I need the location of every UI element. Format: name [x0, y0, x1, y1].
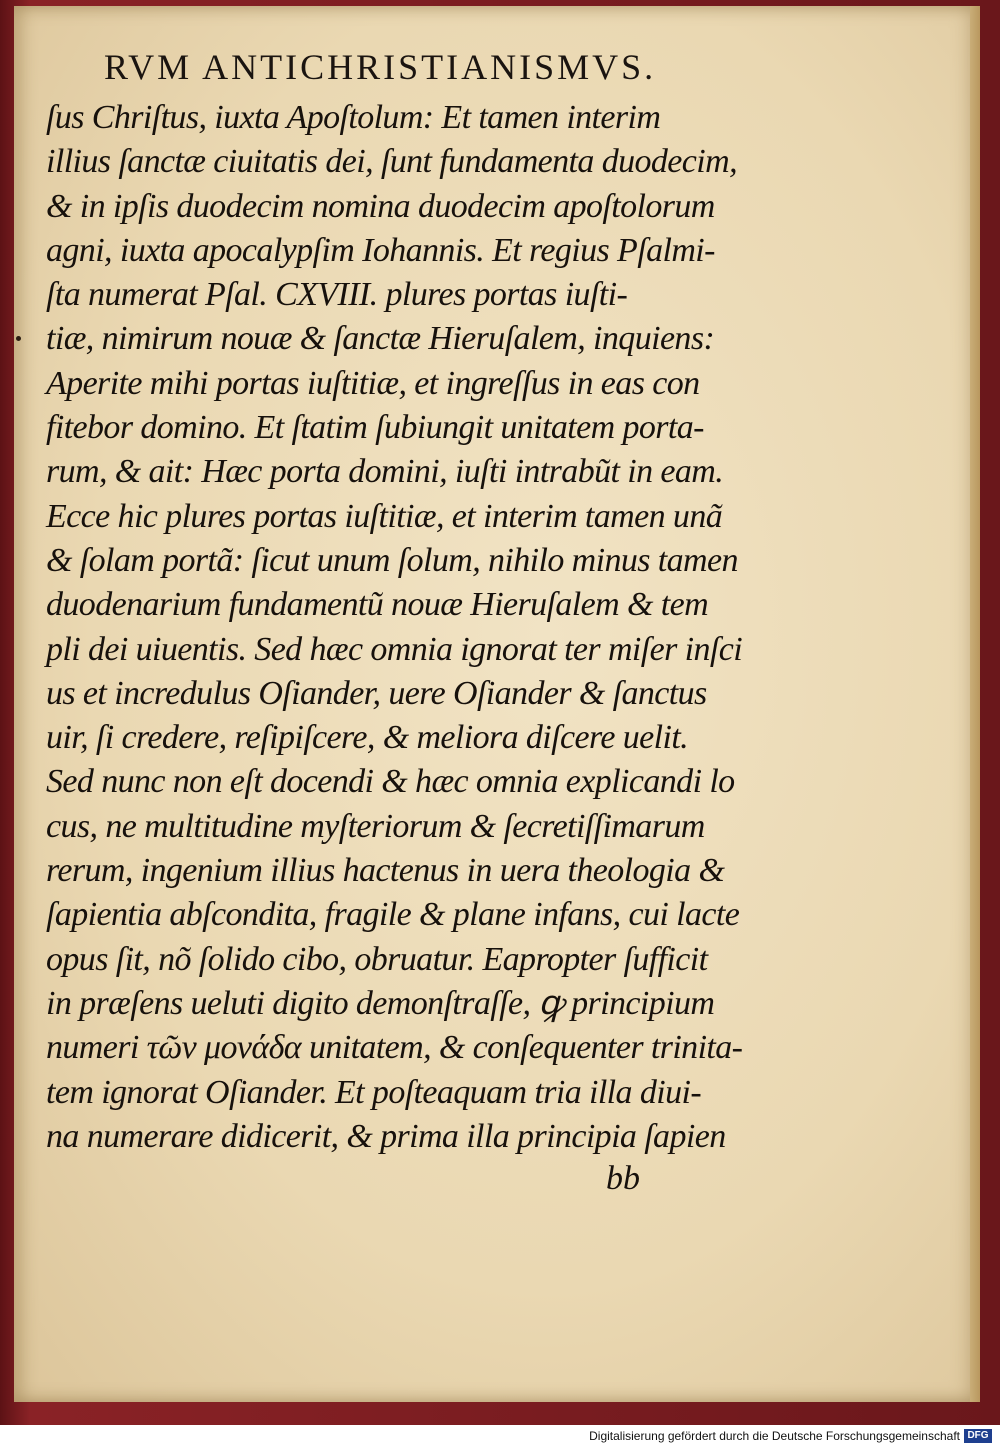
text-line: duodenarium fundamentũ nouæ Hieruſalem & tem — [46, 586, 709, 624]
page-edge — [970, 6, 980, 1402]
text-line: tiæ, nimirum nouæ & ſanctæ Hieruſalem, inquiens: — [46, 320, 715, 358]
text-line: fitebor domino. Et ſtatim ſubiungit unitatem porta- — [46, 409, 704, 447]
text-line: rerum, ingenium illius hactenus in uera theologia & — [46, 852, 725, 890]
text-line: us et incredulus Oſiander, uere Oſiander & ſanctus — [46, 674, 707, 712]
running-head: RVM ANTICHRISTIANISMVS. — [104, 47, 657, 87]
text-line: in præſens ueluti digito demonſtraſſe, ꝙ principium — [46, 984, 715, 1022]
text-line: Aperite mihi portas iuſtitiæ, et ingreſſus in eas con — [46, 364, 700, 402]
text-line: uir, ſi credere, reſipiſcere, & meliora diſcere uelit. — [46, 719, 689, 757]
text-line: agni, iuxta apocalypſim Iohannis. Et regius Pſalmi- — [46, 231, 715, 269]
text-line: rum, & ait: Hæc porta domini, iuſti intrabũt in eam. — [46, 453, 724, 491]
dfg-logo: DFG — [964, 1429, 992, 1443]
signature-mark: bb — [606, 1160, 640, 1197]
text-line: ſta numerat Pſal. CXVIII. plures portas iuſti- — [46, 276, 628, 314]
funding-notice: Digitalisierung gefördert durch die Deutsche Forschungsgemeinschaft — [589, 1429, 960, 1443]
text-line: opus ſit, nõ ſolido cibo, obruatur. Eapropter ſufficit — [46, 940, 708, 978]
text-line: & in ipſis duodecim nomina duodecim apoſtolorum — [46, 187, 715, 225]
text-line: tem ignorat Oſiander. Et poſteaquam tria illa diui- — [46, 1073, 702, 1111]
text-line: Ecce hic plures portas iuſtitiæ, et interim tamen unã — [46, 497, 723, 535]
text-line: ſus Chriſtus, iuxta Apoſtolum: Et tamen interim — [46, 99, 661, 136]
text-line: pli dei uiuentis. Sed hæc omnia ignorat ter miſer inſci — [46, 630, 743, 668]
text-line: illius ſanctæ ciuitatis dei, ſunt fundamenta duodecim, — [46, 143, 737, 181]
text-line: Sed nunc non eſt docendi & hæc omnia explicandi lo — [46, 763, 735, 801]
text-line: ſapientia abſcondita, fragile & plane infans, cui lacte — [46, 896, 740, 934]
text-line: cus, ne multitudine myſteriorum & ſecretiſſimarum — [46, 807, 705, 845]
text-line: na numerare didicerit, & prima illa principia ſapien — [46, 1117, 726, 1155]
footer-bar — [0, 1425, 1000, 1448]
text-block — [46, 96, 776, 1159]
text-line: numeri τῶν μονάδα unitatem, & conſequenter trinita- — [46, 1029, 743, 1067]
margin-mark — [16, 336, 21, 341]
text-line: & ſolam portã: ſicut unum ſolum, nihilo minus tamen — [46, 541, 738, 579]
